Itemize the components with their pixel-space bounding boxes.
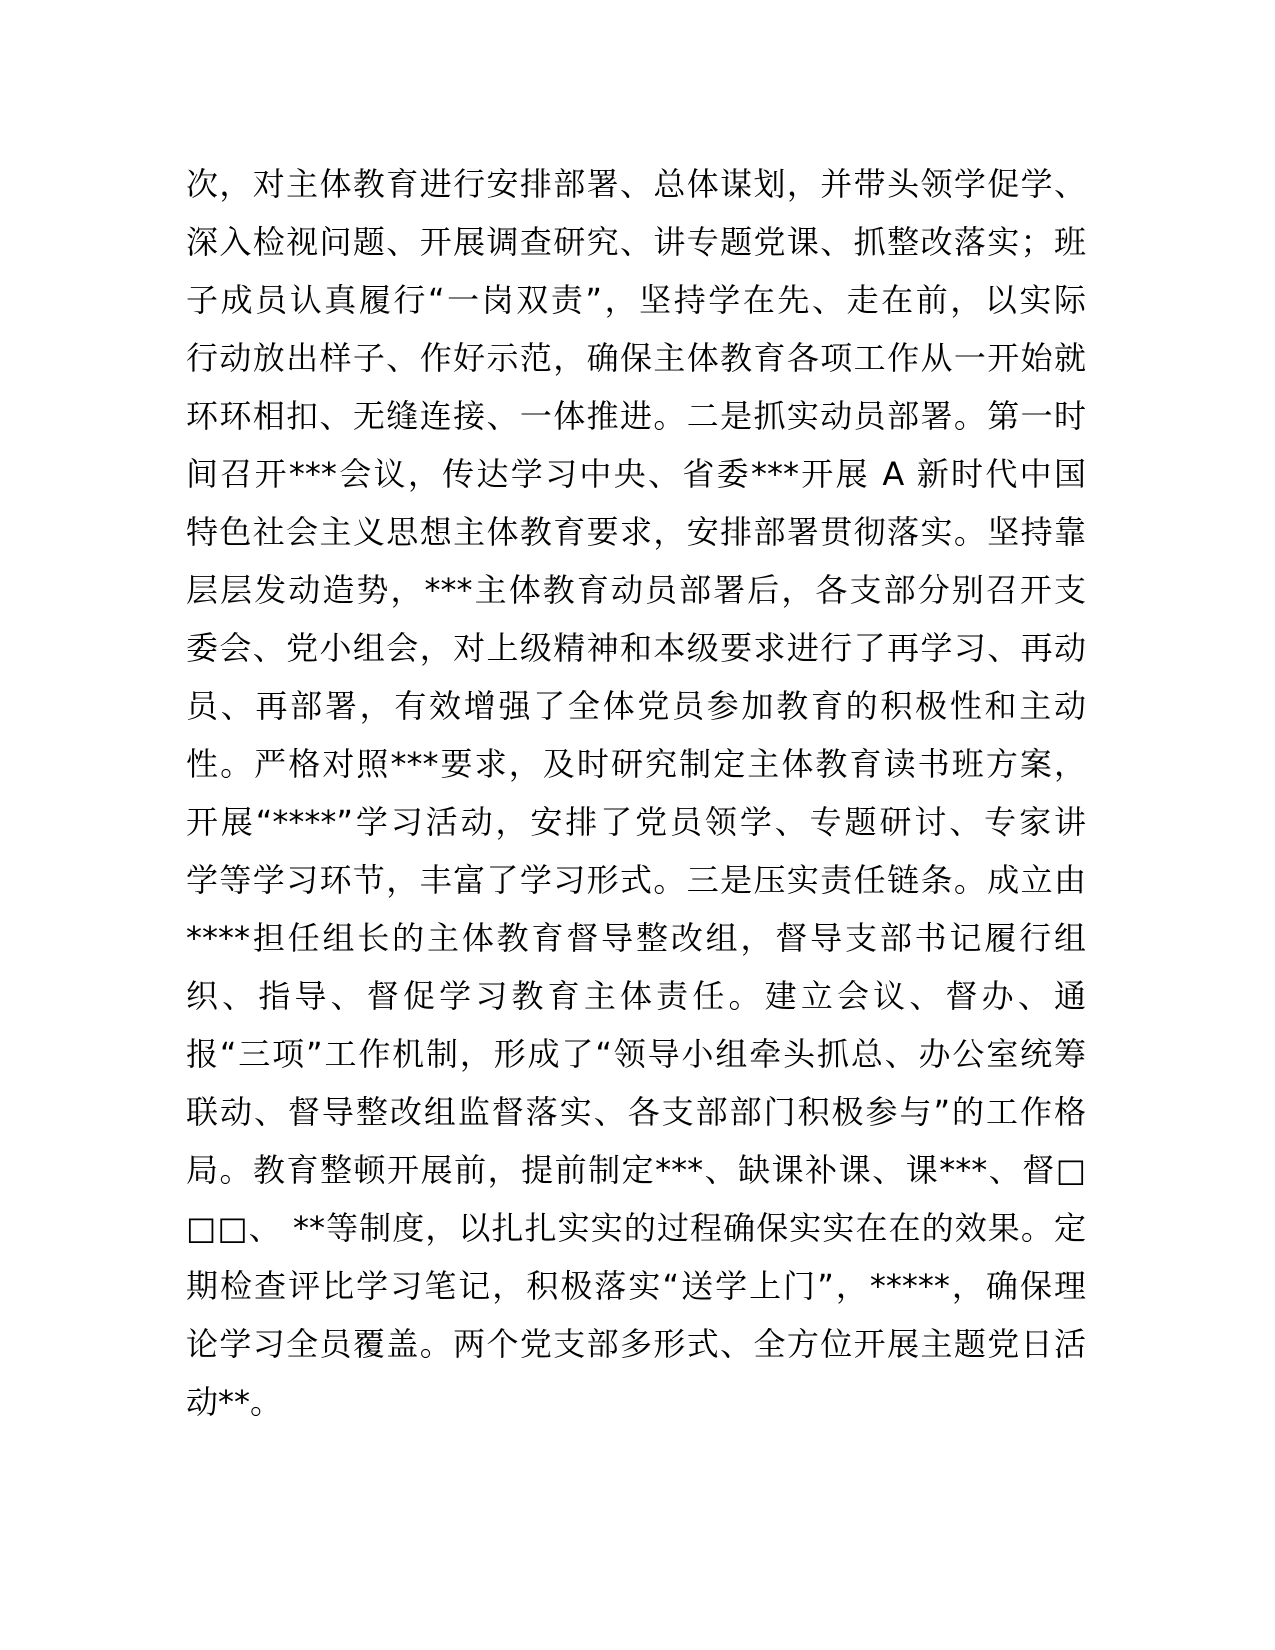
text-line: 开展“****”学习活动，安排了党员领学、专题研讨、专家讲	[186, 803, 1086, 841]
text-line: 期检查评比学习笔记，积极落实“送学上门”，*****，确保理	[186, 1267, 1086, 1305]
text-line: 性。严格对照***要求，及时研究制定主体教育读书班方案，	[186, 745, 1086, 783]
text-line: 学等学习环节，丰富了学习形式。三是压实责任链条。成立由	[186, 861, 1086, 899]
text-line: 织、指导、督促学习教育主体责任。建立会议、督办、通	[186, 977, 1086, 1015]
text-line: 报“三项”工作机制，形成了“领导小组牵头抓总、办公室统筹	[186, 1035, 1086, 1073]
text-line: 行动放出样子、作好示范，确保主体教育各项工作从一开始就	[186, 339, 1086, 377]
text-line: 特色社会主义思想主体教育要求，安排部署贯彻落实。坚持靠	[186, 513, 1086, 551]
text-line: 深入检视问题、开展调查研究、讲专题党课、抓整改落实；班	[186, 223, 1086, 261]
text-line: 委会、党小组会，对上级精神和本级要求进行了再学习、再动	[186, 629, 1086, 667]
text-line: ****担任组长的主体教育督导整改组，督导支部书记履行组	[186, 919, 1086, 957]
text-line: 子成员认真履行“一岗双责”，坚持学在先、走在前，以实际	[186, 281, 1086, 319]
text-line: 间召开***会议，传达学习中央、省委***开展 A 新时代中国	[186, 455, 1086, 493]
text-line: 动**。	[186, 1383, 283, 1421]
text-line: 环环相扣、无缝连接、一体推进。二是抓实动员部署。第一时	[186, 397, 1086, 435]
text-line: 联动、督导整改组监督落实、各支部部门积极参与”的工作格	[186, 1093, 1086, 1131]
text-line: 局。教育整顿开展前，提前制定***、缺课补课、课***、督□	[186, 1151, 1086, 1189]
text-line: 次，对主体教育进行安排部署、总体谋划，并带头领学促学、	[186, 165, 1086, 203]
text-line: 员、再部署，有效增强了全体党员参加教育的积极性和主动	[186, 687, 1086, 725]
text-line: 层层发动造势，***主体教育动员部署后，各支部分别召开支	[186, 571, 1086, 609]
body-text	[186, 155, 1086, 1431]
text-line: 论学习全员覆盖。两个党支部多形式、全方位开展主题党日活	[186, 1325, 1086, 1363]
text-line: □□、 **等制度，以扎扎实实的过程确保实实在在的效果。定	[186, 1209, 1086, 1247]
